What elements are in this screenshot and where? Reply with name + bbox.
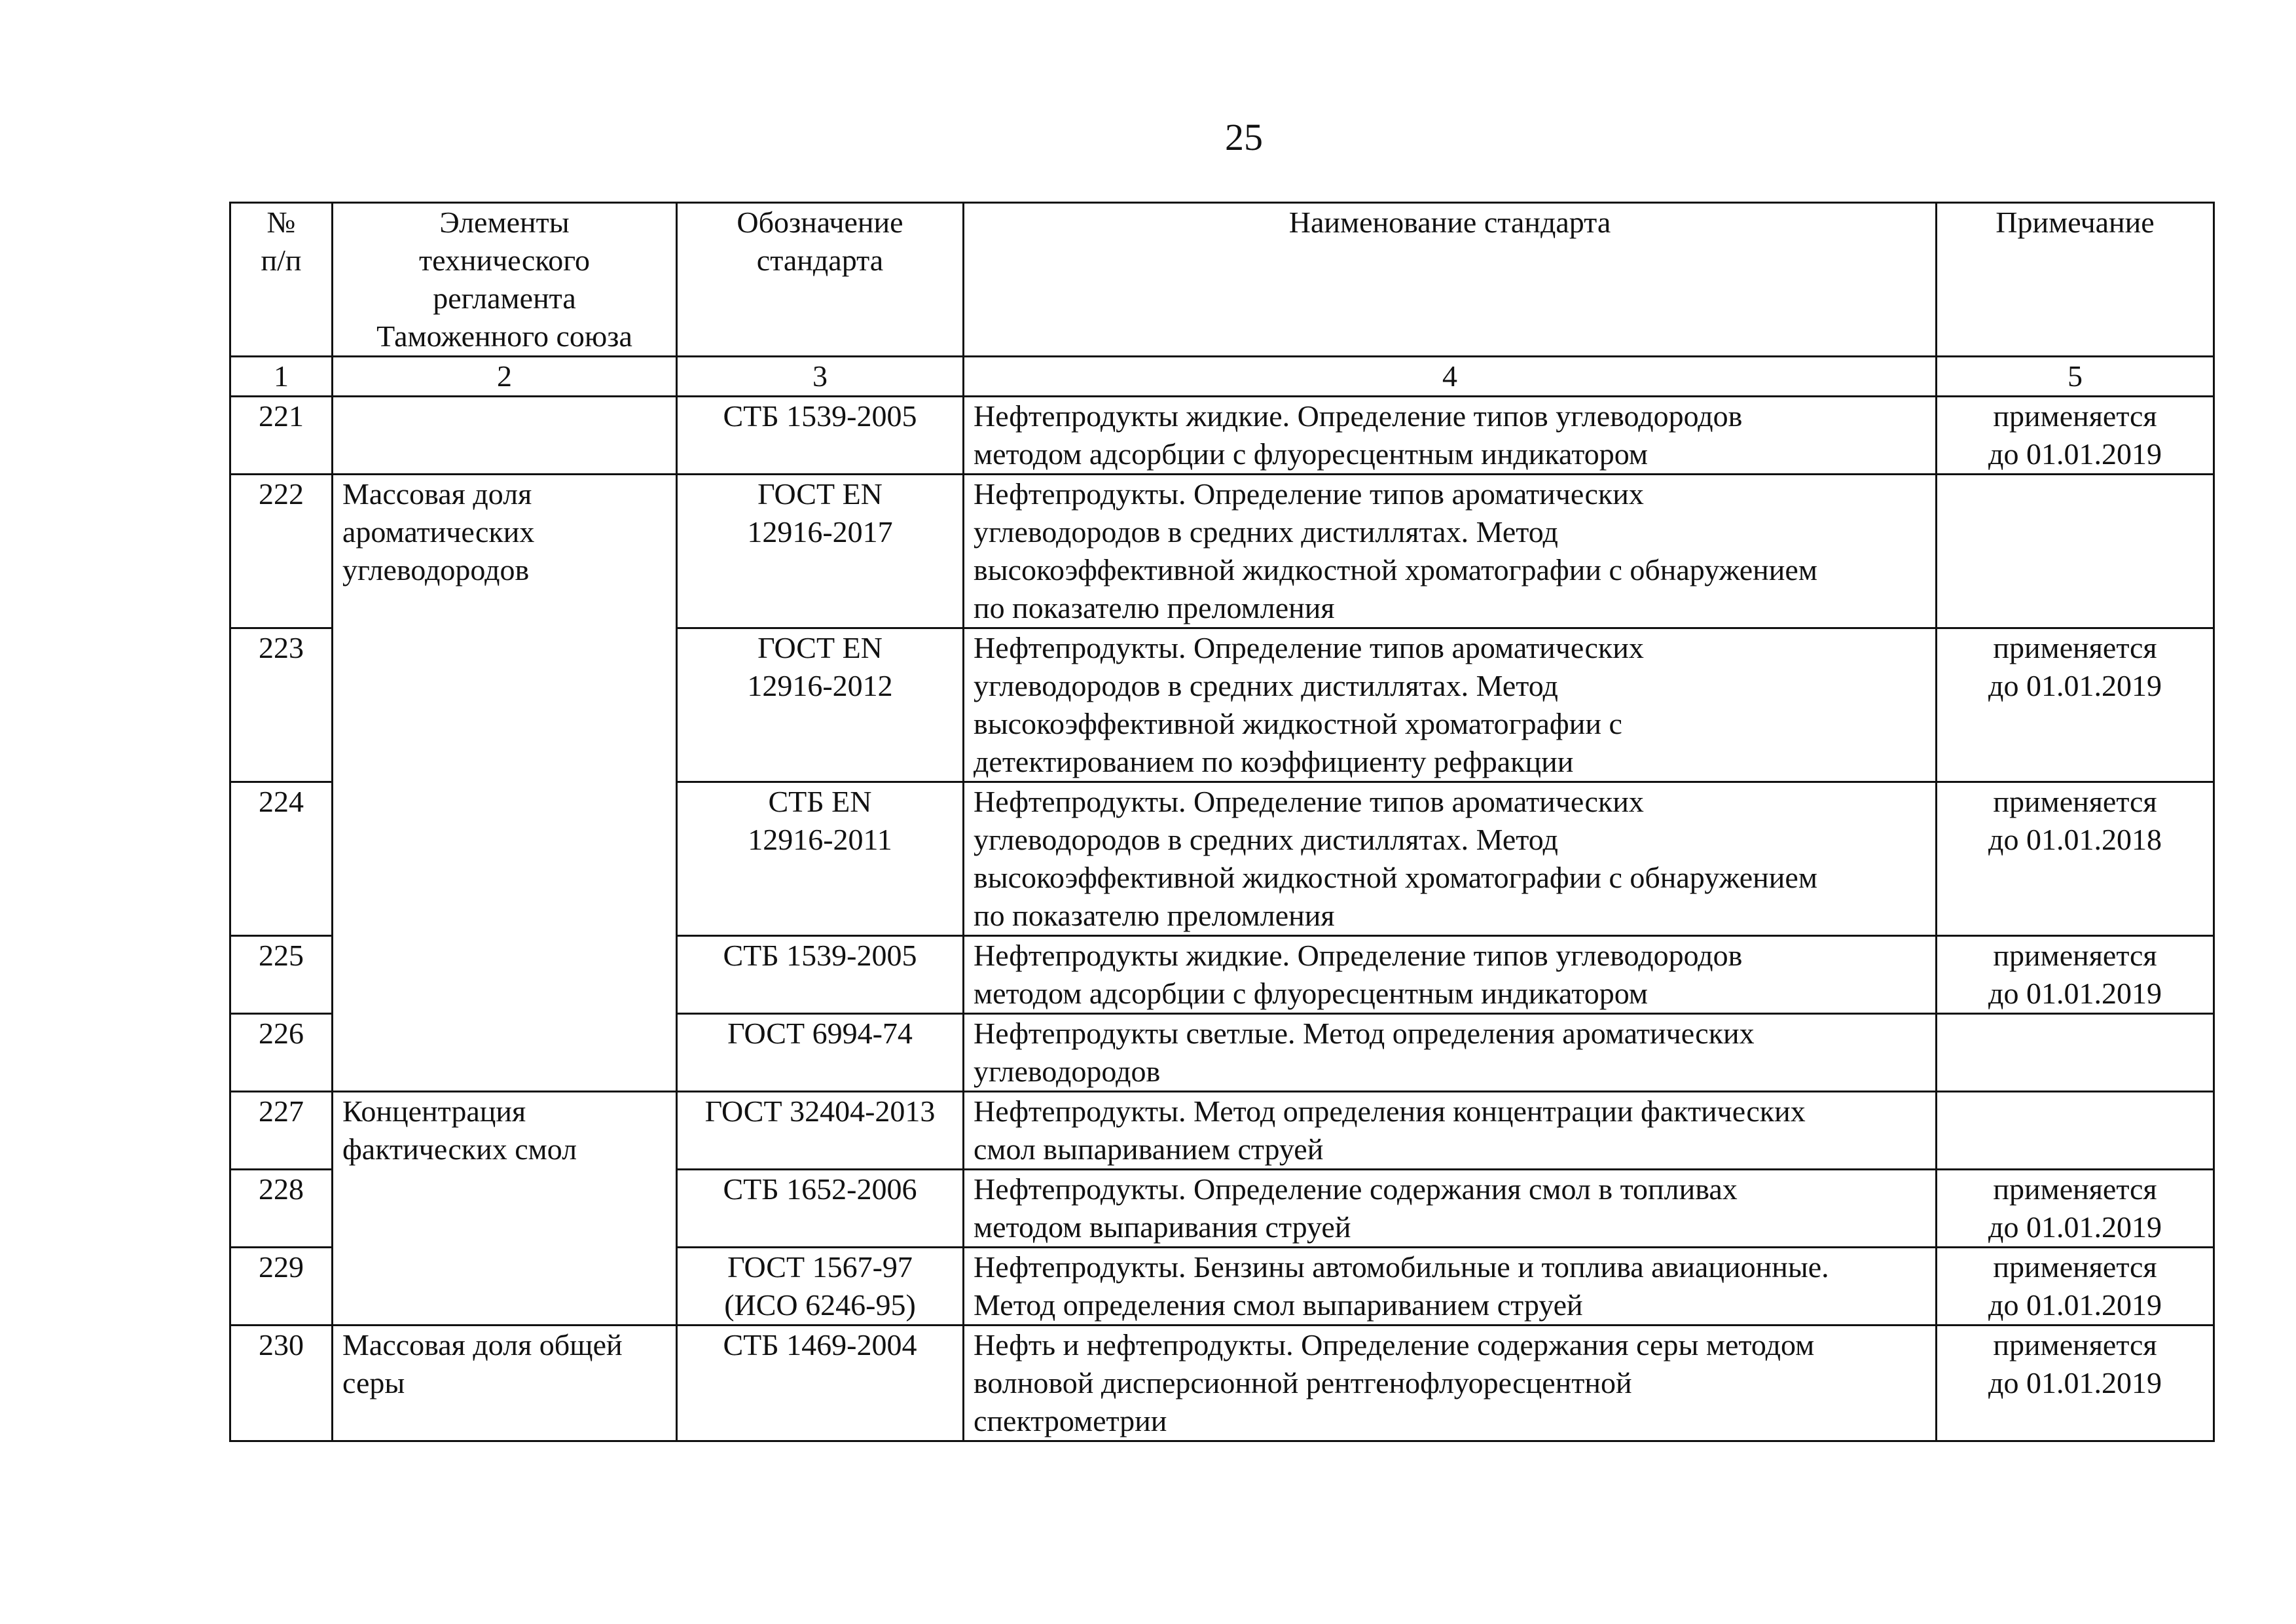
page-number: 25 [1225, 116, 1263, 158]
header-name [964, 203, 1937, 357]
row-note [1937, 1014, 2214, 1092]
row-designation: СТБ EN 12916-2011 [677, 782, 964, 936]
row-num: 222 [230, 475, 333, 628]
row-standard-name: Нефтепродукты. Определение типов ароматических углеводородов в средних дистиллятах. Метод высокоэффективной жидкостной хроматографии с обнаружением по показателю преломления [964, 782, 1937, 936]
row-num: 221 [230, 397, 333, 475]
column-number-row [230, 357, 2214, 397]
row-note: применяется до 01.01.2019 [1937, 1248, 2214, 1326]
row-standard-name: Нефтепродукты жидкие. Определение типов углеводородов методом адсорбции с флуоресцентным индикатором [964, 397, 1937, 475]
row-note: применяется до 01.01.2019 [1937, 936, 2214, 1014]
row-designation: ГОСТ 1567-97 (ИСО 6246-95) [677, 1248, 964, 1326]
row-standard-name: Нефть и нефтепродукты. Определение содержания серы методом волновой дисперсионной рентгенофлуоресцентной спектрометрии [964, 1326, 1937, 1441]
header-elements [333, 203, 677, 357]
row-element-empty [333, 397, 677, 475]
header-designation [677, 203, 964, 357]
row-standard-name: Нефтепродукты. Бензины автомобильные и топлива авиационные. Метод определения смол выпариванием струей [964, 1248, 1937, 1326]
header-designation-text: Обозначение стандарта [737, 206, 903, 277]
row-note: применяется до 01.01.2019 [1937, 628, 2214, 782]
row-designation: СТБ 1469-2004 [677, 1326, 964, 1441]
row-standard-name: Нефтепродукты светлые. Метод определения ароматических углеводородов [964, 1014, 1937, 1092]
column-number: 2 [333, 357, 677, 397]
group-aromatic-hydrocarbons: Массовая доля ароматических углеводородов [333, 475, 677, 1092]
table-row [230, 1092, 2214, 1170]
row-standard-name: Нефтепродукты. Определение типов ароматических углеводородов в средних дистиллятах. Метод высокоэффективной жидкостной хроматографии с обнаружением по показателю преломления [964, 475, 1937, 628]
row-num: 223 [230, 628, 333, 782]
row-note: применяется до 01.01.2019 [1937, 1170, 2214, 1248]
row-standard-name: Нефтепродукты. Определение типов ароматических углеводородов в средних дистиллятах. Метод высокоэффективной жидкостной хроматографии с детектированием по коэффициенту рефракции [964, 628, 1937, 782]
row-designation: ГОСТ EN 12916-2012 [677, 628, 964, 782]
header-note [1937, 203, 2214, 357]
row-designation: ГОСТ 6994-74 [677, 1014, 964, 1092]
group-total-sulfur: Массовая доля общей серы [333, 1326, 677, 1441]
row-note: применяется до 01.01.2019 [1937, 1326, 2214, 1441]
header-num-text: № п/п [261, 206, 302, 277]
row-note [1937, 475, 2214, 628]
row-designation: СТБ 1539-2005 [677, 936, 964, 1014]
header-name-text: Наименование стандарта [1288, 206, 1611, 239]
standards-table [229, 202, 2215, 1442]
row-note: применяется до 01.01.2018 [1937, 782, 2214, 936]
row-designation: СТБ 1539-2005 [677, 397, 964, 475]
header-note-text: Примечание [1995, 206, 2155, 239]
row-standard-name: Нефтепродукты. Определение содержания смол в топливах методом выпаривания струей [964, 1170, 1937, 1248]
row-num: 226 [230, 1014, 333, 1092]
row-num: 227 [230, 1092, 333, 1170]
row-standard-name: Нефтепродукты. Метод определения концентрации фактических смол выпариванием струей [964, 1092, 1937, 1170]
row-designation: ГОСТ 32404-2013 [677, 1092, 964, 1170]
row-num: 224 [230, 782, 333, 936]
row-designation: СТБ 1652-2006 [677, 1170, 964, 1248]
row-note [1937, 1092, 2214, 1170]
column-number: 3 [677, 357, 964, 397]
header-num [230, 203, 333, 357]
column-number: 4 [964, 357, 1937, 397]
row-designation: ГОСТ EN 12916-2017 [677, 475, 964, 628]
header-elements-text: Элементы технического регламента Таможенного союза [376, 206, 632, 353]
table-row [230, 1326, 2214, 1441]
group-actual-resins: Концентрация фактических смол [333, 1092, 677, 1326]
row-num: 230 [230, 1326, 333, 1441]
row-num: 229 [230, 1248, 333, 1326]
table-row [230, 397, 2214, 475]
column-number: 1 [230, 357, 333, 397]
table-header-row [230, 203, 2214, 357]
column-number: 5 [1937, 357, 2214, 397]
row-standard-name: Нефтепродукты жидкие. Определение типов углеводородов методом адсорбции с флуоресцентным индикатором [964, 936, 1937, 1014]
table-row [230, 475, 2214, 628]
row-note: применяется до 01.01.2019 [1937, 397, 2214, 475]
row-num: 225 [230, 936, 333, 1014]
row-num: 228 [230, 1170, 333, 1248]
